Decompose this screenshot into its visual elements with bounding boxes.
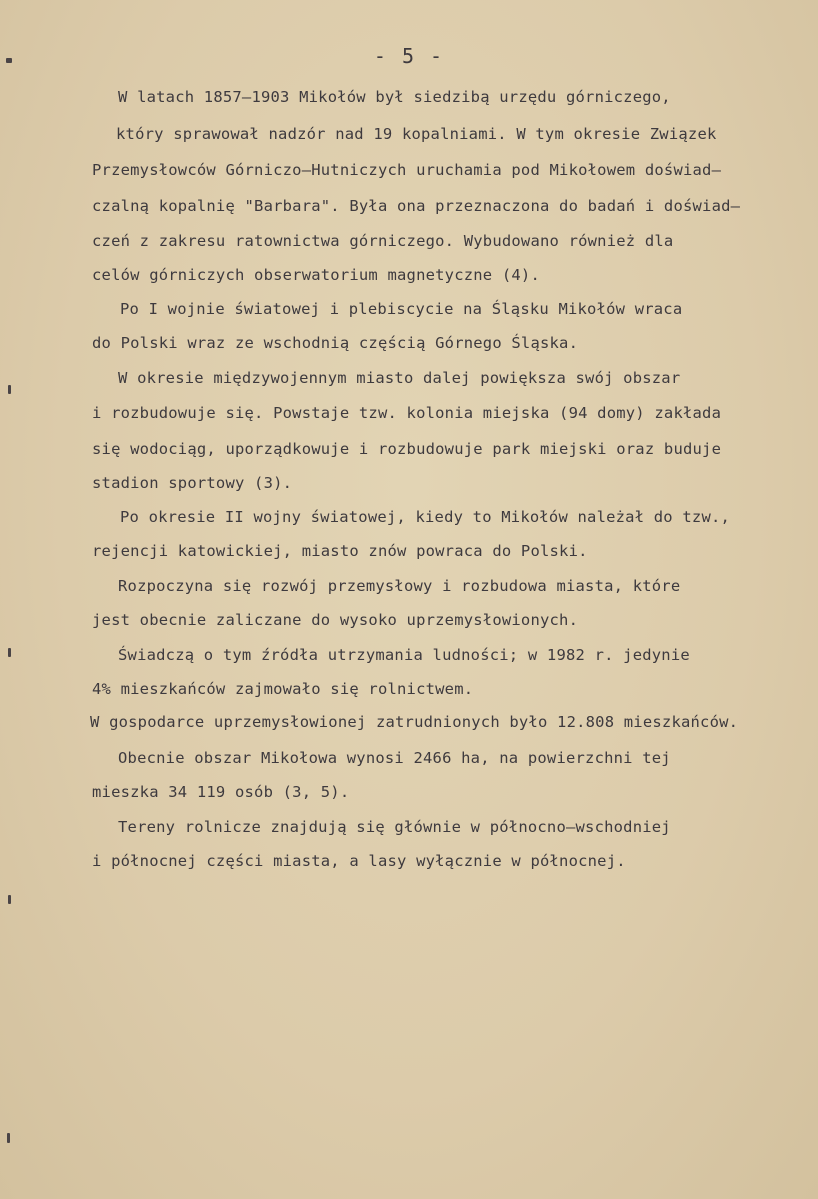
text-line: 4% mieszkańców zajmowało się rolnictwem. — [92, 680, 474, 698]
text-line: Rozpoczyna się rozwój przemysłowy i rozbudowa miasta, które — [118, 577, 681, 595]
text-line: czeń z zakresu ratownictwa górniczego. Wybudowano również dla — [92, 232, 674, 250]
text-line: i rozbudowuje się. Powstaje tzw. kolonia miejska (94 domy) zakłada — [92, 404, 722, 422]
text-line: W latach 1857–1903 Mikołów był siedzibą urzędu górniczego, — [118, 88, 671, 106]
text-line: W okresie międzywojennym miasto dalej powiększa swój obszar — [118, 369, 681, 387]
text-line: mieszka 34 119 osób (3, 5). — [92, 783, 350, 801]
margin-tick-mark — [6, 58, 12, 63]
text-line: się wodociąg, uporządkowuje i rozbudowuje park miejski oraz buduje — [92, 440, 722, 458]
text-line: jest obecnie zaliczane do wysoko uprzemysłowionych. — [92, 611, 579, 629]
text-line: i północnej części miasta, a lasy wyłącznie w północnej. — [92, 852, 626, 870]
text-line: do Polski wraz ze wschodnią częścią Górnego Śląska. — [92, 334, 579, 352]
page-number: - 5 - — [373, 44, 445, 68]
text-line: Po okresie II wojny światowej, kiedy to Mikołów należał do tzw., — [120, 508, 731, 526]
text-line: W gospodarce uprzemysłowionej zatrudnionych było 12.808 mieszkańców. — [90, 713, 739, 731]
margin-tick-mark — [8, 895, 11, 904]
text-line: Obecnie obszar Mikołowa wynosi 2466 ha, na powierzchni tej — [118, 749, 671, 767]
text-line: czalną kopalnię "Barbara". Była ona przeznaczona do badań i doświad– — [92, 197, 741, 215]
text-line: Po I wojnie światowej i plebiscycie na Śląsku Mikołów wraca — [120, 300, 683, 318]
margin-tick-mark — [8, 648, 11, 657]
text-line: Tereny rolnicze znajdują się głównie w północno–wschodniej — [118, 818, 671, 836]
text-line: stadion sportowy (3). — [92, 474, 293, 492]
text-line: Przemysłowców Górniczo–Hutniczych uruchamia pod Mikołowem doświad– — [92, 161, 722, 179]
text-line: Świadczą o tym źródła utrzymania ludności; w 1982 r. jedynie — [118, 646, 690, 664]
text-line: celów górniczych obserwatorium magnetyczne (4). — [92, 266, 540, 284]
margin-tick-mark — [7, 1133, 10, 1143]
text-line: który sprawował nadzór nad 19 kopalniami. W tym okresie Związek — [116, 125, 717, 143]
text-line: rejencji katowickiej, miasto znów powraca do Polski. — [92, 542, 588, 560]
margin-tick-mark — [8, 385, 11, 394]
